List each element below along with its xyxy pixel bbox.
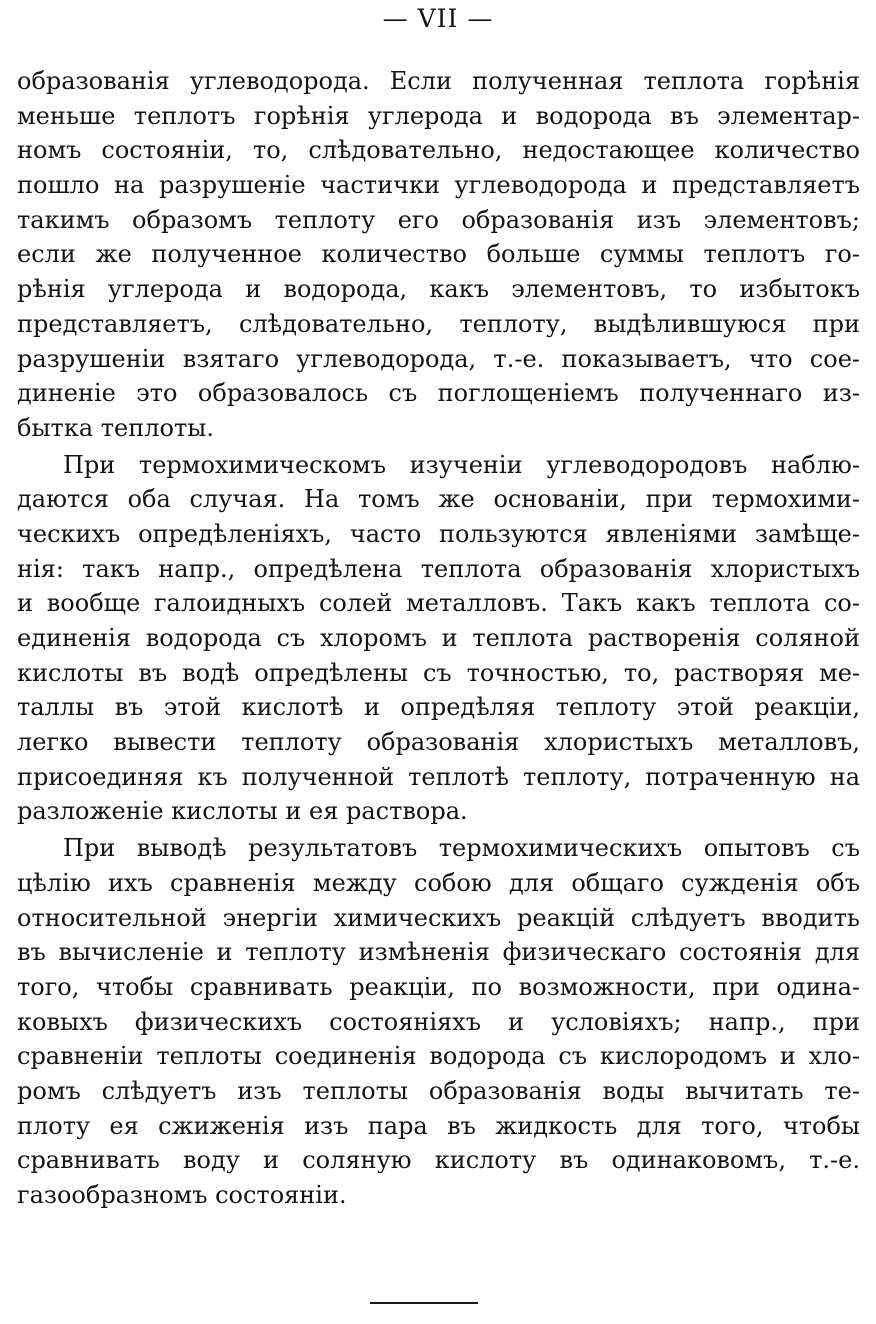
text-line: При термохимическомъ изученіи углеводородовъ наблю-	[63, 450, 860, 479]
text-line: меньше теплотъ горѣнія углерода и водорода въ элементар-	[17, 101, 860, 130]
text-line: ческихъ опредѣленіяхъ, часто пользуются явленіями замѣще-	[17, 519, 860, 548]
text-line: номъ состояніи, то, слѣдовательно, недостающее количество	[17, 136, 860, 165]
text-line: и вообще галоидныхъ солей металловъ. Такъ какъ теплота со-	[17, 589, 860, 618]
text-line: относительной энергіи химическихъ реакцій слѣдуетъ вводить	[17, 903, 860, 932]
text-line: разрушеніи взятаго углеводорода, т.-е. показываетъ, что сое-	[17, 344, 860, 373]
paragraph	[17, 831, 860, 1213]
text-line: того, чтобы сравнивать реакціи, по возможности, при одина-	[17, 972, 860, 1001]
text-line: ковыхъ физическихъ состояніяхъ и условіяхъ; напр., при	[17, 1007, 860, 1036]
text-line: таллы въ этой кислотѣ и опредѣляя теплоту этой реакціи,	[17, 693, 860, 722]
body-text	[17, 64, 860, 1213]
text-line: кислоты въ водѣ опредѣлены съ точностью, то, растворяя ме-	[17, 658, 860, 687]
text-line: представляетъ, слѣдовательно, теплоту, выдѣлившуюся при	[17, 309, 860, 338]
text-line: плоту ея сжиженія изъ пара въ жидкость для того, чтобы	[17, 1111, 860, 1140]
text-line: легко вывести теплоту образованія хлористыхъ металловъ,	[17, 728, 860, 757]
text-line: даются оба случая. На томъ же основаніи, при термохими-	[17, 485, 860, 514]
text-line: нія: такъ напр., опредѣлена теплота образованія хлористыхъ	[17, 554, 860, 583]
text-line: сравненіи теплоты соединенія водорода съ кислородомъ и хло-	[17, 1042, 860, 1071]
text-line: сравнивать воду и соляную кислоту въ одинаковомъ, т.-е.	[17, 1146, 860, 1175]
text-line: единенія водорода съ хлоромъ и теплота растворенія соляной	[17, 624, 860, 652]
text-line: При выводѣ результатовъ термохимическихъ опытовъ съ	[63, 834, 860, 863]
text-line: пошло на разрушеніе частички углеводорода и представляетъ	[17, 171, 860, 200]
text-line: въ вычисленіе и теплоту измѣненія физическаго состоянія для	[17, 938, 860, 967]
paragraph	[17, 448, 860, 830]
footer-divider	[370, 1302, 478, 1304]
text-line: цѣлію ихъ сравненія между собою для общаго сужденія объ	[17, 868, 860, 897]
text-line: бытка теплоты.	[17, 413, 214, 442]
text-line: газообразномъ состояніи.	[17, 1181, 347, 1209]
text-line: рѣнія углерода и водорода, какъ элементовъ, то избытокъ	[17, 275, 860, 304]
text-line: присоединяя къ полученной теплотѣ теплоту, потраченную на	[17, 762, 860, 791]
paragraph	[17, 64, 860, 446]
text-line: разложеніе кислоты и ея раствора.	[17, 797, 468, 826]
text-line: ромъ слѣдуетъ изъ теплоты образованія воды вычитать те-	[17, 1076, 860, 1105]
text-line: образованія углеводорода. Если полученная теплота горѣнія	[17, 67, 860, 95]
page-number-header: — VII —	[382, 4, 494, 33]
text-line: такимъ образомъ теплоту его образованія изъ элементовъ;	[17, 205, 860, 234]
text-line: если же полученное количество больше суммы теплотъ го-	[17, 240, 860, 269]
text-line: диненіе это образовалось съ поглощеніемъ полученнаго из-	[17, 379, 860, 408]
